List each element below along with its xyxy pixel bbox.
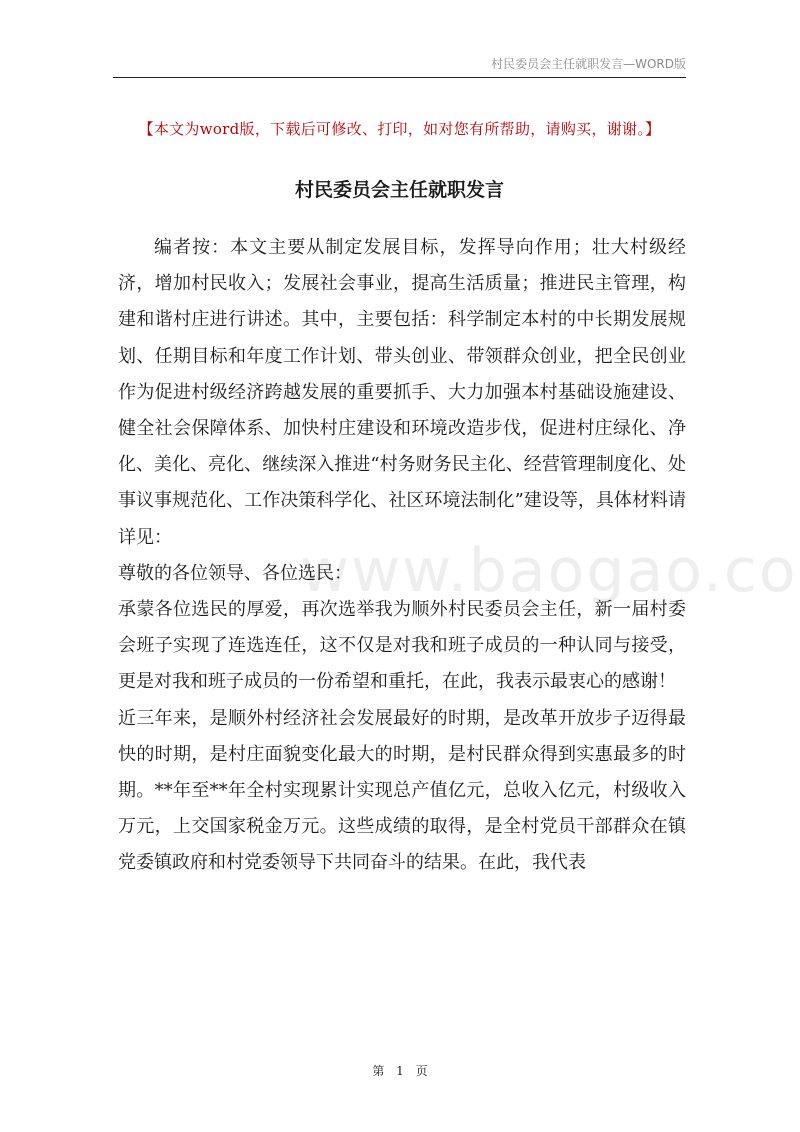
page-footer bbox=[0, 1062, 800, 1079]
download-notice: 【本文为word版，下载后可修改、打印，如对您有所帮助，请购买，谢谢。】 bbox=[138, 120, 661, 138]
page-footer-prefix: 第 bbox=[372, 1064, 385, 1078]
running-header-title: 村民委员会主任就职发言—WORD版 bbox=[491, 57, 686, 71]
document-title: 村民委员会主任就职发言 bbox=[294, 179, 504, 201]
paragraph-salutation: 尊敬的各位领导、各位选民： bbox=[118, 562, 352, 584]
paragraph-editor-note: 编者按：本文主要从制定发展目标，发挥导向作用；壮大村级经济，增加村民收入；发展社会事业，提高生活质量；推进民主管理，构建和谐村庄进行讲述。其中，主要包括：科学制定本村的中长期发展规划、任期目标和年度工作计划、带头创业、带领群众创业，把全民创业作为促进村级经济跨越发展的重要抓手、大力加强本村基础设施建设、健全社会保障体系、加快村庄建设和环境改造步伐，促进村庄绿化、净化、美化、亮化、继续深入推进“村务财务民主化、经营管理制度化、处事议事规范化、工作决策科学化、社区环境法制化”建设等，具体材料请详见： bbox=[118, 237, 686, 548]
page-footer-suffix: 页 bbox=[415, 1064, 428, 1078]
page-number: 1 bbox=[396, 1064, 404, 1078]
watermark: www.baogao.co bbox=[300, 536, 798, 606]
paragraph-achievements: 近三年来，是顺外村经济社会发展最好的时期，是改革开放步子迈得最快的时期，是村庄面貌变化最大的时期，是村民群众得到实惠最多的时期。**年至**年全村实现累计实现总产值亿元，总收入亿元，村级收入万元，上交国家税金万元。这些成绩的取得，是全村党员干部群众在镇党委镇政府和村党委领导下共同奋斗的结果。在此，我代表 bbox=[118, 707, 686, 874]
running-header bbox=[113, 55, 686, 78]
paragraph-thanks: 承蒙各位选民的厚爱，再次选举我为顺外村民委员会主任，新一届村委会班子实现了连选连任，这不仅是对我和班子成员的一种认同与接受，更是对我和班子成员的一份希望和重托，在此，我表示最衷心的感谢！ bbox=[118, 599, 686, 693]
document-body bbox=[118, 230, 686, 882]
